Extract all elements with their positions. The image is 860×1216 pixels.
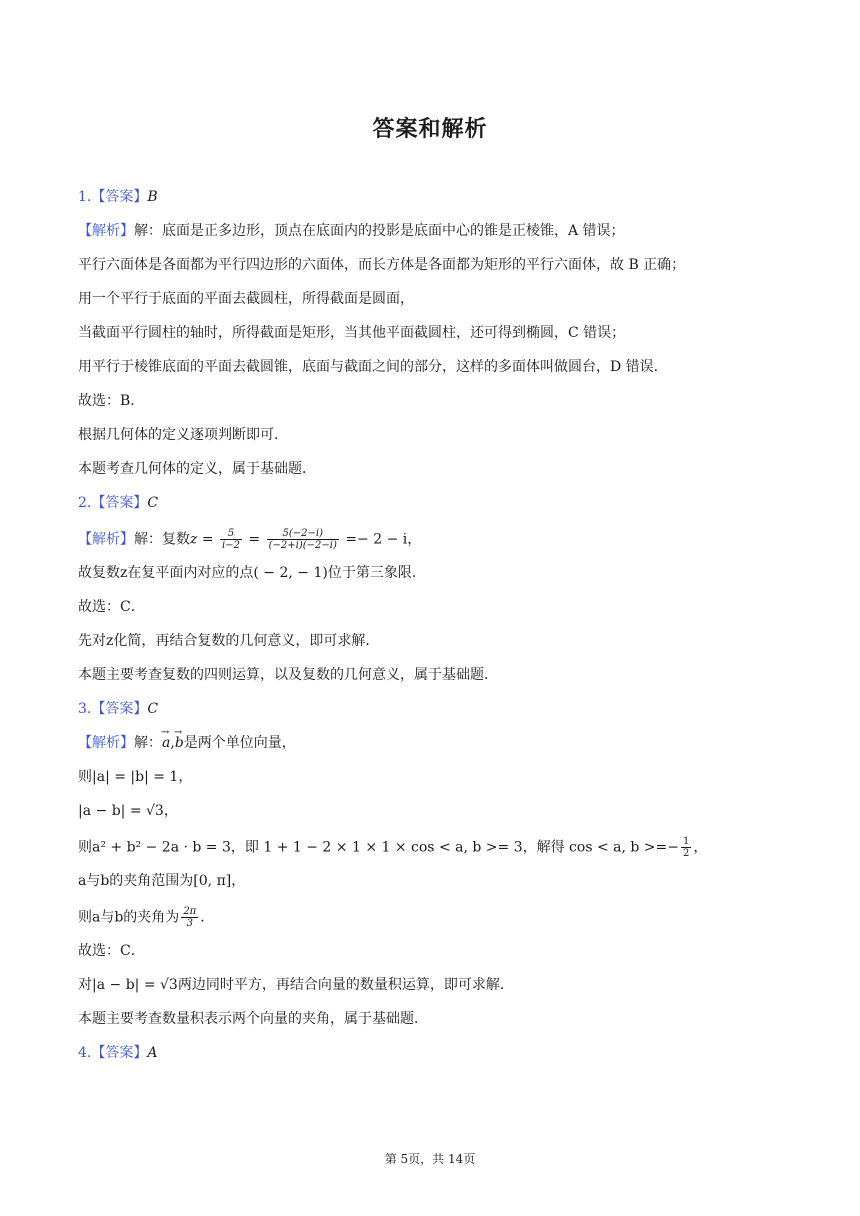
q3-analysis-line-5: a与b的夹角范围为[0, π]， [78,873,246,889]
q2-number: 2. [78,495,92,511]
q3-fraction-angle [181,906,198,929]
q3-answer-line [78,700,798,719]
q3-analysis-line-6 [78,906,798,929]
q4-number: 4. [78,1045,92,1061]
analysis-label: 【解析】 [78,735,134,751]
q1-choice: 故选：B． [78,393,145,409]
q3-analysis-line-2: 则|a| = |b| = 1， [78,769,193,785]
page-title: 答案和解析 [372,117,488,142]
q2-choice: 故选：C． [78,599,145,615]
q2-frac2-denominator: (−2+i)(−2−i) [268,540,337,551]
q3-number: 3. [78,701,92,717]
answer-label: 【答案】 [91,495,148,511]
q1-analysis-line-1 [78,222,798,241]
q3-l1-tail: 是两个单位向量， [183,735,296,751]
q2-frac1-denominator: i−2 [222,540,240,551]
q4-answer: A [147,1045,158,1061]
answers-content [78,188,798,1078]
q1-number: 1. [78,189,92,205]
q2-analysis-line-1 [78,528,798,551]
q2-lead: 解：复数 [134,531,190,548]
q3-analysis-line-3: |a − b| = √3， [78,803,178,819]
vector-b: → b [175,734,184,753]
answer-label: 【答案】 [91,701,148,717]
q2-answer-line [78,494,798,513]
q1-answer: B [147,189,158,205]
q4-answer-line [78,1044,798,1063]
q3-method: 对|a − b| = √3两边同时平方，再结合向量的数量积运算，即可求解． [78,977,514,993]
q3-analysis-line-4 [78,836,798,859]
page-footer: 第 5页，共 14页 [384,1152,476,1166]
q2-eq-2: = [243,531,265,548]
vector-a: → a [162,734,170,753]
q3-lead: 解： [134,735,162,751]
q1-text: 解：底面是正多边形，顶点在底面内的投影是底面中心的锥是正棱锥，A 错误； [134,223,625,239]
q3-summary: 本题主要考查数量积表示两个向量的夹角，属于基础题． [78,1011,428,1027]
q2-frac1-numerator: 5 [220,528,242,540]
q1-analysis-line-4: 当截面平行圆柱的轴时，所得截面是矩形，当其他平面截圆柱，还可得到椭圆，C 错误； [78,325,626,341]
q3-l4-denominator: 2 [683,848,690,859]
q3-l6-text: 则a与b的夹角为 [78,909,180,926]
q2-frac2-numerator: 5(−2−i) [267,528,339,540]
q2-z: z [190,531,198,548]
q3-l4-numerator: 1 [683,836,690,847]
q2-analysis-line-2: 故复数z在复平面内对应的点( − 2, − 1)位于第三象限． [78,565,426,581]
q2-eq: = [197,531,219,548]
q3-analysis-line-1: 【解析】解：→ a,→ b是两个单位向量， [78,734,798,753]
analysis-label: 【解析】 [78,223,134,239]
q3-l6-end: ． [200,909,215,926]
q1-method: 根据几何体的定义逐项判断即可． [78,427,288,443]
q3-l4-text: 则a² + b² − 2a · b = 3，即 1 + 1 − 2 × 1 × 1 × cos < a, b >= 3，解得 cos < a, b >=− [78,839,679,856]
q3-l6-denominator: 3 [186,918,193,929]
q1-summary: 本题考查几何体的定义，属于基础题． [78,461,316,477]
q2-fraction-1 [220,528,242,551]
q3-fraction-half [681,836,691,859]
answer-label: 【答案】 [91,189,148,205]
q3-l6-numerator: 2π [183,906,197,917]
analysis-label: 【解析】 [78,531,134,548]
q2-fraction-2 [267,528,339,551]
q2-summary: 本题主要考查复数的四则运算，以及复数的几何意义，属于基础题． [78,667,498,683]
q1-analysis-line-3: 用一个平行于底面的平面去截圆柱，所得截面是圆面， [78,291,414,307]
q3-l4-end: ， [693,839,708,856]
q1-answer-line [78,188,798,207]
q2-method: 先对z化简，再结合复数的几何意义，即可求解． [78,633,380,649]
q3-answer: C [147,701,159,717]
q1-analysis-line-2: 平行六面体是各面都为平行四边形的六面体，而长方体是各面都为矩形的平行六面体，故 B 正确； [78,257,686,273]
q3-choice: 故选：C． [78,943,145,959]
answer-label: 【答案】 [91,1045,148,1061]
q2-answer: C [147,495,159,511]
q1-analysis-line-5: 用平行于棱锥底面的平面去截圆锥，底面与截面之间的部分，这样的多面体叫做圆台，D 错误． [78,359,668,375]
q2-result: =− 2 − i， [340,531,422,548]
